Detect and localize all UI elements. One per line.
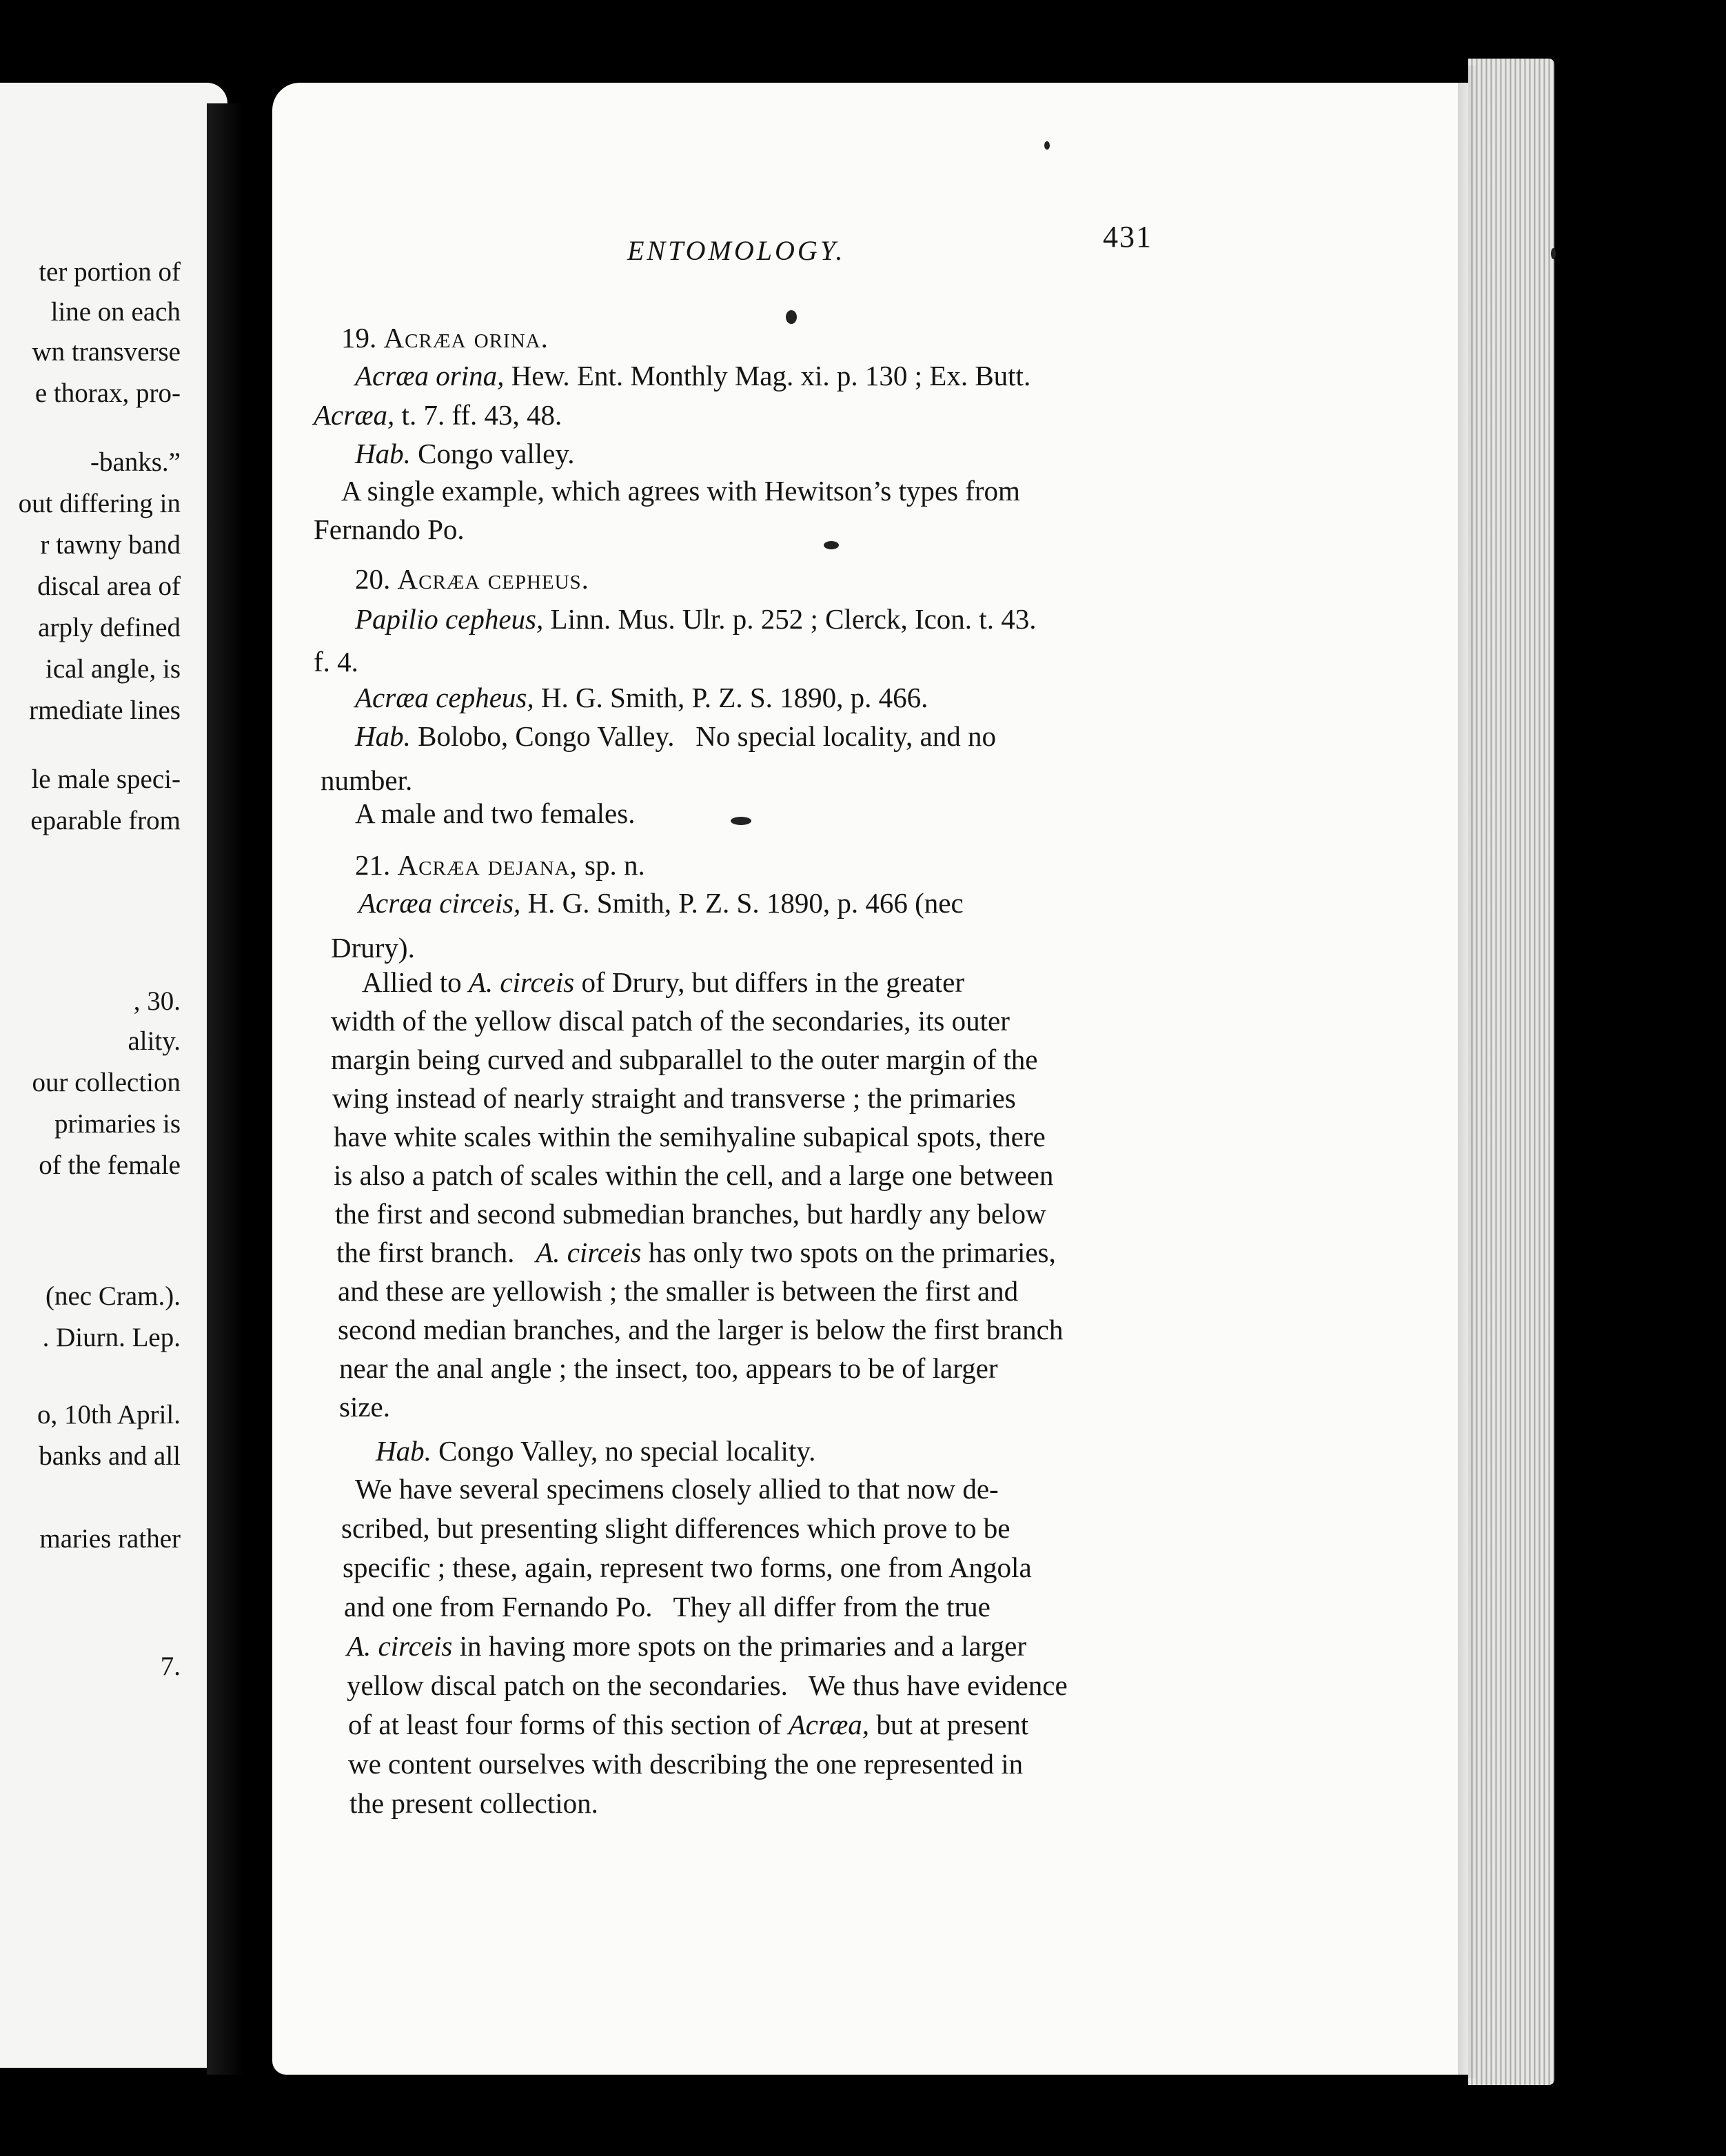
text-line [355, 1475, 999, 1503]
text-line [332, 1084, 1016, 1112]
italic-taxon: A. circeis [536, 1237, 642, 1268]
text-line [343, 1554, 1032, 1582]
reference-line [358, 889, 964, 917]
reference-line [314, 648, 358, 676]
reference-line [355, 684, 928, 712]
italic-taxon: Acræa, [788, 1709, 870, 1740]
left-page-line: . Diurn. Lep. [42, 1323, 181, 1352]
reference-text: t. 7. ff. 43, 48. [394, 399, 562, 431]
left-page-line: eparable from [30, 806, 181, 835]
text-span: has only two spots on the primaries, [641, 1237, 1056, 1268]
left-page-line: ical angle, is [45, 654, 181, 684]
ink-speck [786, 310, 797, 324]
text-line [349, 1789, 598, 1818]
text-line [347, 1632, 1026, 1660]
text-line [348, 1711, 1028, 1739]
text-line [338, 1277, 1018, 1305]
section-heading [341, 324, 549, 352]
left-page-line: o, 10th April. [37, 1400, 181, 1430]
habitat-line [355, 722, 996, 751]
species-name: Acræa orina. [383, 322, 549, 354]
reference-line [314, 401, 562, 429]
text-line [348, 1750, 1023, 1778]
left-page-line: our collection [32, 1068, 181, 1097]
section-number: 19. [341, 322, 377, 354]
reference-text: Hew. Ent. Monthly Mag. xi. p. 130 ; Ex. Butt. [504, 360, 1031, 391]
page-edge-shadow [1458, 65, 1479, 2078]
reference-text: Linn. Mus. Ulr. p. 252 ; Clerck, Icon. t. 43. [543, 603, 1037, 635]
section-heading [355, 851, 645, 879]
reference-taxon: Acræa cepheus, [355, 682, 534, 713]
reference-line [355, 362, 1030, 390]
text-line [331, 1046, 1037, 1074]
section-number: 21. [355, 849, 391, 881]
section-heading [355, 565, 589, 593]
text-line [344, 1593, 991, 1621]
text-span: We have several specimens closely allied to that now de- [355, 1473, 999, 1505]
text-span: yellow discal patch on the secondaries. We thus have evidence [347, 1669, 1068, 1701]
text-line [331, 1007, 1010, 1035]
text-span: scribed, but presenting slight differences which prove to be [341, 1512, 1011, 1544]
left-page-line: out differing in [18, 489, 181, 518]
species-suffix: sp. n. [577, 849, 645, 881]
habitat-text: Congo valley. [410, 438, 575, 469]
text-line [339, 1393, 390, 1421]
text-span: margin being curved and subparallel to the outer margin of the [331, 1044, 1038, 1075]
left-page-line: arply defined [38, 613, 181, 642]
section-number: 20. [355, 563, 391, 595]
left-page-line: rmediate lines [29, 695, 181, 725]
reference-text: H. G. Smith, P. Z. S. 1890, p. 466. [534, 682, 928, 713]
ink-speck [731, 817, 751, 825]
left-page-line: r tawny band [40, 530, 181, 560]
text-span: is also a patch of scales within the cell, and a large one between [334, 1159, 1054, 1191]
ink-speck [1044, 141, 1050, 150]
left-facing-page [0, 83, 227, 2068]
text-span: the first branch. [336, 1237, 536, 1268]
text-span: we content ourselves with describing the one represented in [348, 1748, 1024, 1780]
left-page-line: e thorax, pro- [34, 378, 181, 408]
text-span: of Drury, but differs in the greater [574, 966, 965, 998]
note-line: A single example, which agrees with Hewitson’s types from [341, 475, 1020, 507]
text-line [347, 1671, 1068, 1700]
text-line [334, 1161, 1053, 1190]
left-page-line: banks and all [39, 1441, 181, 1471]
text-span: second median branches, and the larger is below the first branch [338, 1314, 1064, 1345]
left-page-line: 7. [160, 1651, 181, 1681]
left-page-line: ality. [128, 1026, 181, 1056]
habitat-line [355, 440, 574, 468]
note-line: Fernando Po. [314, 513, 465, 545]
text-line [339, 1354, 998, 1383]
text-span: and one from Fernando Po. They all differ from the true [344, 1591, 991, 1623]
reference-taxon: Acræa, [314, 399, 395, 431]
italic-taxon: A. circeis [468, 966, 575, 998]
habitat-text: Bolobo, Congo Valley. No special locality, and no [410, 720, 996, 752]
text-span: have white scales within the semihyaline subapical spots, there [334, 1121, 1046, 1152]
text-line [341, 1514, 1010, 1543]
habitat-label: Hab. [355, 720, 411, 752]
text-span: and these are yellowish ; the smaller is between the first and [338, 1275, 1019, 1307]
left-page-line: , 30. [133, 986, 181, 1016]
page-edges [1468, 59, 1554, 2085]
note-line: number. [321, 764, 413, 796]
page-number: 431 [1103, 220, 1153, 254]
text-span: of at least four forms of this section of [348, 1709, 789, 1740]
left-page-line: maries rather [39, 1524, 181, 1554]
text-line [334, 1123, 1046, 1151]
text-span: width of the yellow discal patch of the secondaries, its outer [331, 1005, 1010, 1037]
reference-taxon: Acræa orina, [355, 360, 505, 391]
book-gutter [207, 103, 269, 2075]
left-page-line: le male speci- [31, 764, 181, 794]
left-page-line: primaries is [54, 1109, 181, 1139]
habitat-label: Hab. [355, 438, 411, 469]
text-line [336, 1239, 1056, 1267]
running-header: ENTOMOLOGY. [627, 235, 846, 266]
reference-taxon: Papilio cepheus, [355, 603, 544, 635]
italic-taxon: A. circeis [347, 1630, 453, 1662]
reference-taxon: Acræa circeis, [358, 887, 521, 919]
left-page-line: line on each [50, 297, 181, 327]
reference-text: Drury). [331, 932, 415, 964]
left-page-line: ter portion of [39, 257, 181, 287]
habitat-line [376, 1437, 815, 1465]
text-span: size. [339, 1391, 390, 1423]
ink-speck [1551, 248, 1556, 259]
reference-text: H. G. Smith, P. Z. S. 1890, p. 466 (nec [520, 887, 964, 919]
reference-line [355, 605, 1036, 633]
text-span: near the anal angle ; the insect, too, appears to be of larger [339, 1352, 998, 1384]
text-span: in having more spots on the primaries and a larger [452, 1630, 1027, 1662]
left-page-line: discal area of [37, 571, 181, 601]
reference-line [331, 934, 415, 962]
text-line [362, 968, 964, 997]
left-page-line: of the female [39, 1150, 181, 1180]
text-span: but at present [869, 1709, 1029, 1740]
text-span: Allied to [362, 966, 469, 998]
left-page-line: wn transverse [32, 337, 181, 367]
ink-speck [824, 541, 839, 549]
species-name: Acræa dejana, [397, 849, 578, 881]
text-span: the first and second submedian branches, but hardly any below [335, 1198, 1046, 1230]
text-span: the present collection. [349, 1787, 598, 1819]
note-line: A male and two females. [355, 797, 636, 829]
text-span: wing instead of nearly straight and transverse ; the primaries [332, 1082, 1016, 1114]
habitat-label: Hab. [376, 1435, 432, 1467]
reference-text: f. 4. [314, 646, 358, 678]
text-span: specific ; these, again, represent two forms, one from Angola [343, 1552, 1032, 1583]
left-page-line: -banks.” [90, 447, 181, 477]
left-page-line: (nec Cram.). [45, 1281, 181, 1311]
text-line [335, 1200, 1046, 1228]
text-line [338, 1316, 1063, 1344]
habitat-text: Congo Valley, no special locality. [431, 1435, 816, 1467]
species-name: Acræa cepheus. [397, 563, 589, 595]
